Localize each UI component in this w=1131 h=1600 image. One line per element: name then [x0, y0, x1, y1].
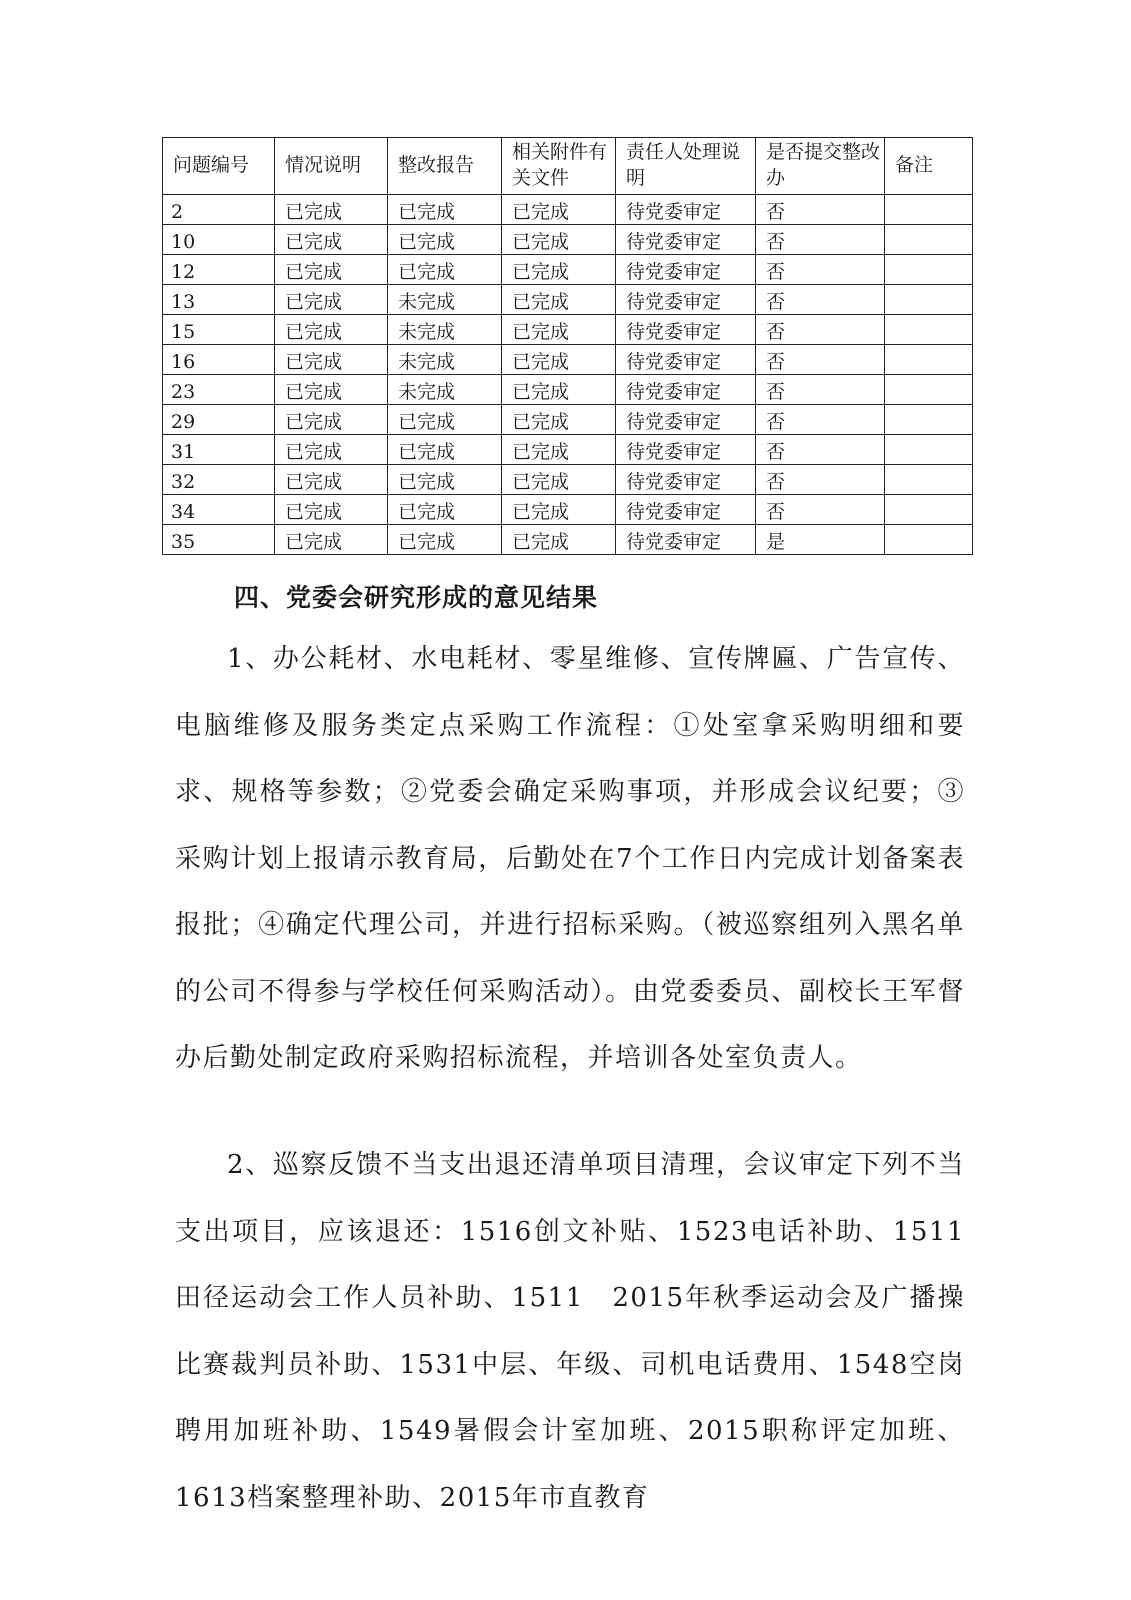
cell-submitted: 否	[756, 495, 885, 525]
cell-attachments: 已完成	[502, 405, 616, 435]
cell-remarks	[885, 345, 973, 375]
header-responsible-person: 责任人处理说明	[616, 138, 756, 195]
cell-report: 已完成	[388, 255, 502, 285]
cell-responsible: 待党委审定	[616, 405, 756, 435]
cell-responsible: 待党委审定	[616, 465, 756, 495]
cell-attachments: 已完成	[502, 495, 616, 525]
cell-submitted: 否	[756, 435, 885, 465]
header-rectification-report: 整改报告	[388, 138, 502, 195]
cell-situation: 已完成	[275, 315, 388, 345]
cell-remarks	[885, 465, 973, 495]
cell-issue-number: 32	[163, 465, 275, 495]
table-row	[163, 405, 973, 435]
cell-report: 未完成	[388, 345, 502, 375]
paragraph-improper-expenditure: 2、巡察反馈不当支出退还清单项目清理，会议审定下列不当支出项目，应该退还：1516创文补贴、1523电话补助、1511田径运动会工作人员补助、1511 2015年秋季运动会及广播操比赛裁判员补助、1531中层、年级、司机电话费用、1548空岗聘用加班补助、1549暑假会计室加班、2015职称评定加班、1613档案整理补助、2015年市直教育	[175, 1150, 965, 1513]
cell-submitted: 否	[756, 285, 885, 315]
cell-submitted: 是	[756, 525, 885, 555]
cell-remarks	[885, 225, 973, 255]
cell-responsible: 待党委审定	[616, 315, 756, 345]
table-row	[163, 345, 973, 375]
cell-attachments: 已完成	[502, 195, 616, 225]
cell-report: 已完成	[388, 465, 502, 495]
cell-situation: 已完成	[275, 345, 388, 375]
cell-issue-number: 23	[163, 375, 275, 405]
cell-remarks	[885, 435, 973, 465]
cell-remarks	[885, 315, 973, 345]
section-heading: 四、党委会研究形成的意见结果	[234, 583, 599, 612]
cell-remarks	[885, 285, 973, 315]
cell-responsible: 待党委审定	[616, 225, 756, 255]
cell-issue-number: 35	[163, 525, 275, 555]
cell-submitted: 否	[756, 375, 885, 405]
cell-issue-number: 31	[163, 435, 275, 465]
cell-responsible: 待党委审定	[616, 375, 756, 405]
cell-situation: 已完成	[275, 255, 388, 285]
cell-situation: 已完成	[275, 225, 388, 255]
cell-remarks	[885, 495, 973, 525]
table-row	[163, 255, 973, 285]
cell-submitted: 否	[756, 405, 885, 435]
cell-situation: 已完成	[275, 195, 388, 225]
cell-attachments: 已完成	[502, 525, 616, 555]
table-row	[163, 495, 973, 525]
cell-attachments: 已完成	[502, 375, 616, 405]
cell-responsible: 待党委审定	[616, 195, 756, 225]
cell-remarks	[885, 195, 973, 225]
cell-attachments: 已完成	[502, 435, 616, 465]
cell-responsible: 待党委审定	[616, 285, 756, 315]
cell-attachments: 已完成	[502, 465, 616, 495]
table-row	[163, 195, 973, 225]
table-row	[163, 315, 973, 345]
cell-attachments: 已完成	[502, 225, 616, 255]
cell-issue-number: 34	[163, 495, 275, 525]
cell-report: 已完成	[388, 225, 502, 255]
cell-remarks	[885, 525, 973, 555]
cell-issue-number: 12	[163, 255, 275, 285]
cell-situation: 已完成	[275, 495, 388, 525]
cell-remarks	[885, 255, 973, 285]
cell-report: 未完成	[388, 285, 502, 315]
cell-responsible: 待党委审定	[616, 525, 756, 555]
table-row	[163, 285, 973, 315]
cell-attachments: 已完成	[502, 345, 616, 375]
cell-report: 未完成	[388, 315, 502, 345]
cell-report: 已完成	[388, 495, 502, 525]
cell-responsible: 待党委审定	[616, 345, 756, 375]
cell-issue-number: 16	[163, 345, 275, 375]
paragraph-procurement-process: 1、办公耗材、水电耗材、零星维修、宣传牌匾、广告宣传、电脑维修及服务类定点采购工作流程：①处室拿采购明细和要求、规格等参数；②党委会确定采购事项，并形成会议纪要；③采购计划上报请示教育局，后勤处在7个工作日内完成计划备案表报批；④确定代理公司，并进行招标采购。（被巡察组列入黑名单的公司不得参与学校任何采购活动）。由党委委员、副校长王军督办后勤处制定政府采购招标流程，并培训各处室负责人。	[175, 644, 965, 1073]
header-situation: 情况说明	[275, 138, 388, 195]
cell-responsible: 待党委审定	[616, 255, 756, 285]
cell-submitted: 否	[756, 315, 885, 345]
header-issue-number: 问题编号	[163, 138, 275, 195]
cell-submitted: 否	[756, 345, 885, 375]
cell-situation: 已完成	[275, 435, 388, 465]
table-header-row	[163, 138, 973, 195]
table-row	[163, 525, 973, 555]
cell-responsible: 待党委审定	[616, 435, 756, 465]
cell-issue-number: 15	[163, 315, 275, 345]
cell-report: 已完成	[388, 525, 502, 555]
header-remarks: 备注	[885, 138, 973, 195]
cell-situation: 已完成	[275, 525, 388, 555]
rectification-status-table	[162, 137, 973, 555]
table-row	[163, 225, 973, 255]
cell-remarks	[885, 375, 973, 405]
cell-responsible: 待党委审定	[616, 495, 756, 525]
table-row	[163, 465, 973, 495]
cell-submitted: 否	[756, 225, 885, 255]
cell-report: 已完成	[388, 405, 502, 435]
cell-report: 未完成	[388, 375, 502, 405]
cell-attachments: 已完成	[502, 285, 616, 315]
table-row	[163, 435, 973, 465]
cell-situation: 已完成	[275, 465, 388, 495]
cell-attachments: 已完成	[502, 315, 616, 345]
cell-issue-number: 10	[163, 225, 275, 255]
cell-situation: 已完成	[275, 405, 388, 435]
cell-report: 已完成	[388, 435, 502, 465]
cell-submitted: 否	[756, 465, 885, 495]
cell-submitted: 否	[756, 255, 885, 285]
cell-issue-number: 13	[163, 285, 275, 315]
cell-issue-number: 29	[163, 405, 275, 435]
header-submitted: 是否提交整改办	[756, 138, 885, 195]
cell-issue-number: 2	[163, 195, 275, 225]
header-attachments: 相关附件有关文件	[502, 138, 616, 195]
cell-remarks	[885, 405, 973, 435]
cell-situation: 已完成	[275, 375, 388, 405]
cell-report: 已完成	[388, 195, 502, 225]
cell-situation: 已完成	[275, 285, 388, 315]
table-row	[163, 375, 973, 405]
cell-submitted: 否	[756, 195, 885, 225]
cell-attachments: 已完成	[502, 255, 616, 285]
